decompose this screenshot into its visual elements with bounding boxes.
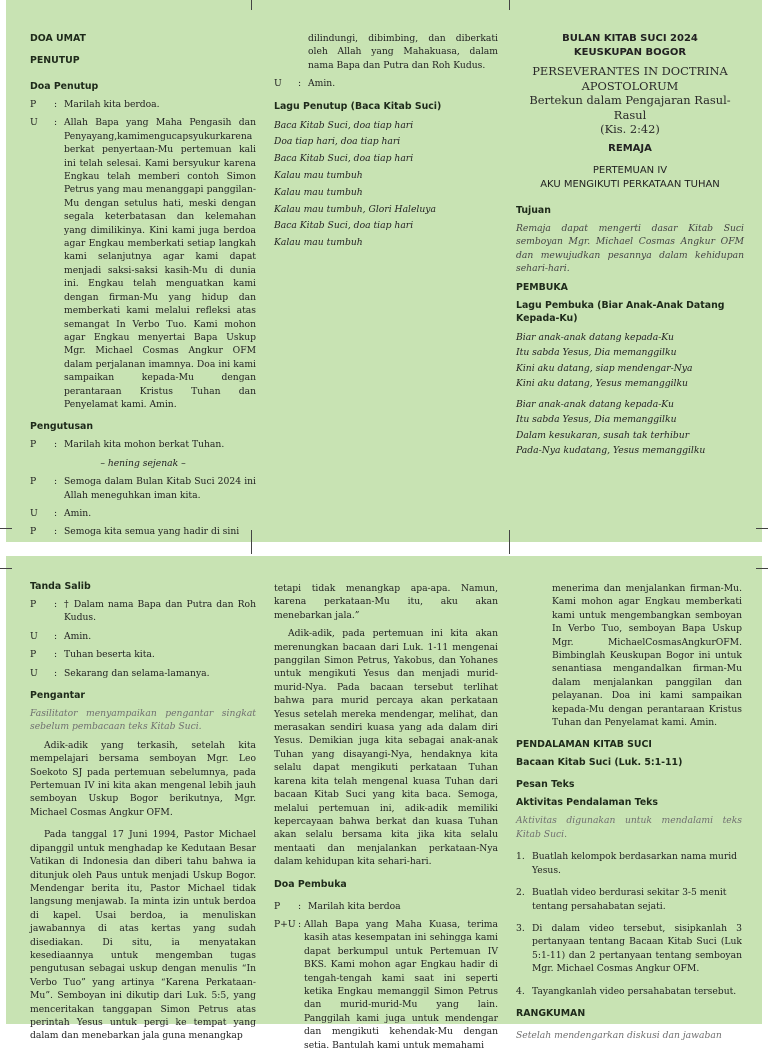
heading-doa-umat: DOA UMAT: [30, 33, 86, 44]
heading-tujuan: Tujuan: [516, 205, 551, 216]
heading-pendalaman: PENDALAMAN KITAB SUCI: [516, 739, 652, 751]
heading-rangkuman: RANGKUMAN: [516, 1007, 586, 1019]
prayer-line: [274, 77, 498, 90]
heading-tanda-salib: Tanda Salib: [30, 581, 91, 592]
step-text: Buatlah kelompok berdasarkan nama murid Yesus.: [532, 851, 738, 876]
prayer-line: [274, 900, 498, 913]
cover-theme-latin: PERSEVERANTES IN DOCTRINA: [532, 64, 728, 78]
heading-aktivitas: Aktivitas Pendalaman Teks: [516, 797, 658, 809]
separator: :: [54, 439, 58, 451]
prayer-text: Semoga dalam Bulan Kitab Suci 2024 ini Allah meneguhkan iman kita.: [64, 476, 256, 501]
prayer-line: [30, 667, 256, 680]
speaker: P: [30, 649, 37, 661]
fold-mark: [509, 0, 510, 10]
intro-paragraph: Adik-adik yang terkasih, setelah kita mempelajari bersama semboyan Mgr. Leo Soekoto SJ pada pertemuan sebelumnya, pada Pertemuan IV ini kita akan mengenal lebih jauh semboyan Uskup Bogor berikutnya, Mgr. Michael Cosmas Angkur OFM.: [30, 739, 256, 818]
speaker: P: [30, 476, 37, 488]
prayer-line: [30, 116, 256, 411]
blessing-continued: dilindungi, dibimbing, dan diberkati oleh Allah yang Mahakuasa, dalam nama Bapa dan Putra dan Roh Kudus.: [308, 33, 498, 71]
prayer-text: Marilah kita mohon berkat Tuhan.: [64, 439, 225, 451]
intro-paragraph: Pada tanggal 17 Juni 1994, Pastor Michael dipanggil untuk menghadap ke Kedutaan Besar Vatikan di Indonesia dan diberi tahu bahwa ia ditunjuk oleh Paus untuk menjadi Uskup Bogor. Mendengar berita itu, Pastor Michael tidak langsung menjawab. Ia minta izin untuk berdoa di kapel. Usai berdoa, ia menuliskan jawabannya di atas kertas yang sudah disediakan. Di situ, ia menyatakan kesediaannya untuk mengemban tugas pengutusan sebagai uskup dengan menulis “In Verbo Tuo” yang artinya “Karena Perkataan-Mu”. Semboyan ini dikutip dari Luk. 5:5, yang menceritakan tanggapan Simon Petrus atas perintah Yesus untuk pergi ke tempat yang dalam dan menebarkan jala guna menangkap: [30, 829, 256, 1042]
lyric-line: Kini aku datang, siap mendengar-Nya: [516, 362, 693, 374]
heading-doa-pembuka: Doa Pembuka: [274, 878, 347, 890]
opening-song-verse-1: [516, 330, 744, 392]
step-number: 4.: [516, 985, 525, 997]
crop-mark: [756, 528, 768, 529]
separator: :: [54, 99, 58, 110]
prayer-line: [30, 525, 256, 538]
heading-pembuka: PEMBUKA: [516, 281, 568, 293]
lyric-line: Kalau mau tumbuh: [274, 186, 363, 198]
prayer-text: Tuhan beserta kita.: [64, 649, 155, 661]
prayer-line: [30, 438, 256, 451]
heading-lagu-pembuka: Lagu Pembuka (Biar Anak-Anak Datang Kepada-Ku): [516, 299, 725, 324]
activity-step: [516, 985, 742, 998]
prayer-text: Amin.: [64, 630, 92, 642]
lyric-line: Baca Kitab Suci, doa tiap hari: [274, 153, 414, 165]
panel-lagu-penutup: [274, 32, 498, 252]
lyric-line: Baca Kitab Suci, doa tiap hari: [274, 220, 414, 232]
step-number: 1.: [516, 851, 525, 863]
speaker: P+U: [274, 918, 296, 930]
separator: :: [54, 630, 58, 642]
speaker: U: [30, 507, 38, 519]
prayer-line: [30, 507, 256, 520]
fold-mark: [251, 530, 252, 554]
heading-pengantar: Pengantar: [30, 690, 86, 702]
lyric-line: Kalau mau tumbuh: [274, 170, 363, 182]
prayer-text: Marilah kita berdoa.: [64, 99, 160, 110]
leaflet-sheet-top: [6, 0, 762, 542]
step-number: 2.: [516, 887, 525, 899]
heading-penutup: PENUTUP: [30, 55, 80, 66]
step-text: Buatlah video berdurasi sekitar 3-5 menit tentang persahabatan sejati.: [532, 887, 727, 912]
song-lyrics: [274, 118, 498, 252]
lyric-line: Biar anak-anak datang kepada-Ku: [516, 331, 674, 343]
cover-title: BULAN KITAB SUCI 2024: [562, 33, 698, 44]
activity-instruction: Aktivitas digunakan untuk mendalami teks Kitab Suci.: [516, 815, 742, 840]
heading-pesan-teks: Pesan Teks: [516, 779, 575, 791]
lyric-line: Pada-Nya kudatang, Yesus memanggilku: [516, 445, 706, 457]
speaker: P: [30, 599, 37, 610]
lyric-line: Doa tiap hari, doa tiap hari: [274, 136, 401, 148]
lyric-line: Baca Kitab Suci, doa tiap hari: [274, 119, 414, 131]
crop-mark: [0, 528, 12, 529]
step-number: 3.: [516, 922, 525, 934]
separator: :: [54, 117, 58, 129]
speaker: U: [30, 117, 38, 129]
heading-bacaan: Bacaan Kitab Suci (Luk. 5:1-11): [516, 757, 683, 769]
prayer-text: Allah Bapa yang Maha Kuasa, terima kasih atas kesempatan ini sehingga kami dapat berkumpul untuk Pertemuan IV BKS. Kami mohon agar Engkau hadir di tengah-tengah kami saat ini seperti ketika Engkau memanggil Simon Petrus dan murid-murid-Mu yang lain. Panggilah kami juga untuk mendengar dan mengikuti kehendak-Mu dengan setia. Bantulah kami untuk memahami: [304, 918, 498, 1051]
tujuan-text: Remaja dapat mengerti dasar Kitab Suci semboyan Mgr. Michael Cosmas Angkur OFM dan mewujudkan pesannya dalam kehidupan sehari-hari.: [516, 223, 744, 275]
separator: :: [54, 599, 58, 610]
prayer-text: Amin.: [64, 507, 92, 519]
activity-step: [516, 850, 742, 877]
speaker: P: [30, 526, 37, 538]
heading-pengutusan: Pengutusan: [30, 421, 94, 433]
prayer-line: [274, 918, 498, 1052]
separator: :: [54, 649, 58, 661]
speaker: U: [274, 78, 282, 90]
cover-audience: REMAJA: [608, 142, 652, 154]
panel-pendalaman: [516, 582, 742, 1042]
prayer-continued: menerima dan menjalankan firman-Mu. Kami mohon agar Engkau memberkati kami untuk mengembangkan semboyan In Verbo Tuo, semboyan Bapa Uskup Mgr. MichaelCosmasAngkurOFM. Bimbinglah Keuskupan Bogor ini untuk senantiasa mengandalkan firman-Mu dalam menjalankan panggilan dan pelayanan. Doa ini kami sampaikan kepada-Mu dengan perantaraan Kristus Tuhan dan Penyelamat kami. Amin.: [552, 583, 742, 729]
heading-lagu-penutup: Lagu Penutup (Baca Kitab Suci): [274, 100, 442, 112]
fold-mark: [251, 0, 252, 10]
prayer-line: [30, 98, 256, 111]
prayer-line: [30, 475, 256, 502]
silence-note: – hening sejenak –: [100, 457, 186, 469]
prayer-text: † Dalam nama Bapa dan Putra dan Roh Kudus.: [64, 599, 256, 624]
activity-step: [516, 886, 742, 913]
lyric-line: Dalam kesukaran, susah tak terhibur: [516, 429, 690, 441]
prayer-text: Sekarang dan selama-lamanya.: [64, 667, 210, 679]
panel-doa-umat: [30, 32, 256, 539]
separator: :: [54, 476, 58, 488]
panel-cover: [516, 32, 744, 459]
lyric-line: Itu sabda Yesus, Dia memanggilku: [516, 414, 677, 426]
step-text: Tayangkanlah video persahabatan tersebut.: [532, 985, 737, 997]
speaker: U: [30, 630, 38, 642]
meeting-number: PERTEMUAN IV: [592, 165, 668, 176]
crop-mark: [756, 568, 768, 569]
lyric-line: Biar anak-anak datang kepada-Ku: [516, 398, 674, 410]
prayer-text: Amin.: [308, 78, 336, 90]
cover-theme-latin-2: APOSTOLORUM: [581, 78, 679, 93]
separator: :: [54, 526, 58, 538]
cover-theme-reference: (Kis. 2:42): [600, 122, 660, 136]
fold-mark: [509, 530, 510, 554]
cover-theme-translation: Bertekun dalam Pengajaran Rasul-Rasul: [529, 93, 731, 122]
separator: :: [298, 918, 302, 930]
activity-step: [516, 922, 742, 976]
prayer-text: Semoga kita semua yang hadir di sini: [64, 526, 240, 538]
cover-diocese: KEUSKUPAN BOGOR: [573, 46, 687, 58]
lyric-line: Kini aku datang, Yesus memanggilku: [516, 378, 688, 390]
lyric-line: Kalau mau tumbuh, Glori Haleluya: [274, 203, 436, 215]
prayer-line: [30, 598, 256, 625]
speaker: U: [30, 667, 38, 679]
panel-tanda-salib: [30, 580, 256, 1043]
step-text: Di dalam video tersebut, sisipkanlah 3 pertanyaan tentang Bacaan Kitab Suci (Luk 5:1-11) dan 2 pertanyaan tentang semboyan Mgr. Michael Cosmas Angkur OFM.: [532, 922, 742, 975]
summary-instruction: Setelah mendengarkan diskusi dan jawaban: [516, 1029, 722, 1041]
facilitator-instruction: Fasilitator menyampaikan pengantar singkat sebelum pembacaan teks Kitab Suci.: [30, 708, 256, 733]
leaflet-sheet-bottom: [6, 556, 762, 1051]
prayer-text: Marilah kita berdoa: [308, 900, 401, 912]
heading-doa-penutup: Doa Penutup: [30, 81, 99, 92]
reflection-paragraph: Adik-adik, pada pertemuan ini kita akan merenungkan bacaan dari Luk. 1-11 mengenai panggilan Simon Petrus, Yakobus, dan Yohanes untuk mengikuti Yesus dan menjadi murid-murid-Nya. Pada bacaan tersebut terlihat bahwa para murid percaya akan perkataan Yesus setelah mereka mendengar, melihat, dan merasakan sendiri kuasa yang ada dalam diri Yesus. Demikian juga kita sebagai anak-anak Tuhan yang disayangi-Nya, hendaknya kita selalu dapat mengikuti perkataan Tuhan karena kita telah mengenal kuasa Tuhan dari bacaan Kitab Suci yang kita baca. Semoga, melalui pertemuan ini, adik-adik memiliki kepercayaan bahwa berkat dan kuasa Tuhan akan selalu bersama kita jika kita selalu mentaati dan menjalankan perkataan-Nya dalam kehidupan kita sehari-hari.: [274, 628, 498, 868]
lyric-line: Itu sabda Yesus, Dia memanggilku: [516, 347, 677, 359]
prayer-text: Allah Bapa yang Maha Pengasih dan Penyayang,kamimengucapsyukurkarena berkat penyertaan-Mu pertemuan kali ini telah selesai. Kami bersyukur karena Engkau telah memberi contoh Simon Petrus yang mau menanggapi panggilan-Mu dengan setulus hati, meski dengan segala keterbatasan dan kelemahan yang dimilikinya. Kini kami juga berdoa agar Engkau memberkati setiap langkah kami selanjutnya agar kami dapat menjadi saksi-saksi kasih-Mu di dunia ini. Engkau telah menguatkan kami dengan firman-Mu yang hidup dan memberkati kami melalui refleksi atas semangat In Verbo Tuo. Kami mohon agar Engkau menyertai Bapa Uskup Mgr. Michael Cosmas Angkur OFM dalam perjalanan imamnya. Doa ini kami sampaikan kepada-Mu dengan perantaraan Kristus Tuhan dan Penyelamat kami. Amin.: [64, 117, 256, 410]
speaker: P: [30, 99, 37, 110]
lyric-line: Kalau mau tumbuh: [274, 237, 363, 249]
quote-continued: tetapi tidak menangkap apa-apa. Namun, karena perkataan-Mu itu, aku akan menebarkan jala.”: [274, 583, 498, 621]
panel-doa-pembuka: [274, 582, 498, 1052]
separator: :: [54, 667, 58, 679]
separator: :: [298, 78, 302, 90]
opening-song-verse-2: [516, 397, 744, 459]
separator: :: [298, 900, 302, 912]
speaker: P: [30, 439, 37, 451]
crop-mark: [0, 568, 12, 569]
meeting-title: AKU MENGIKUTI PERKATAAN TUHAN: [540, 178, 720, 190]
separator: :: [54, 507, 58, 519]
prayer-line: [30, 648, 256, 661]
prayer-line: [30, 630, 256, 643]
speaker: P: [274, 900, 281, 912]
